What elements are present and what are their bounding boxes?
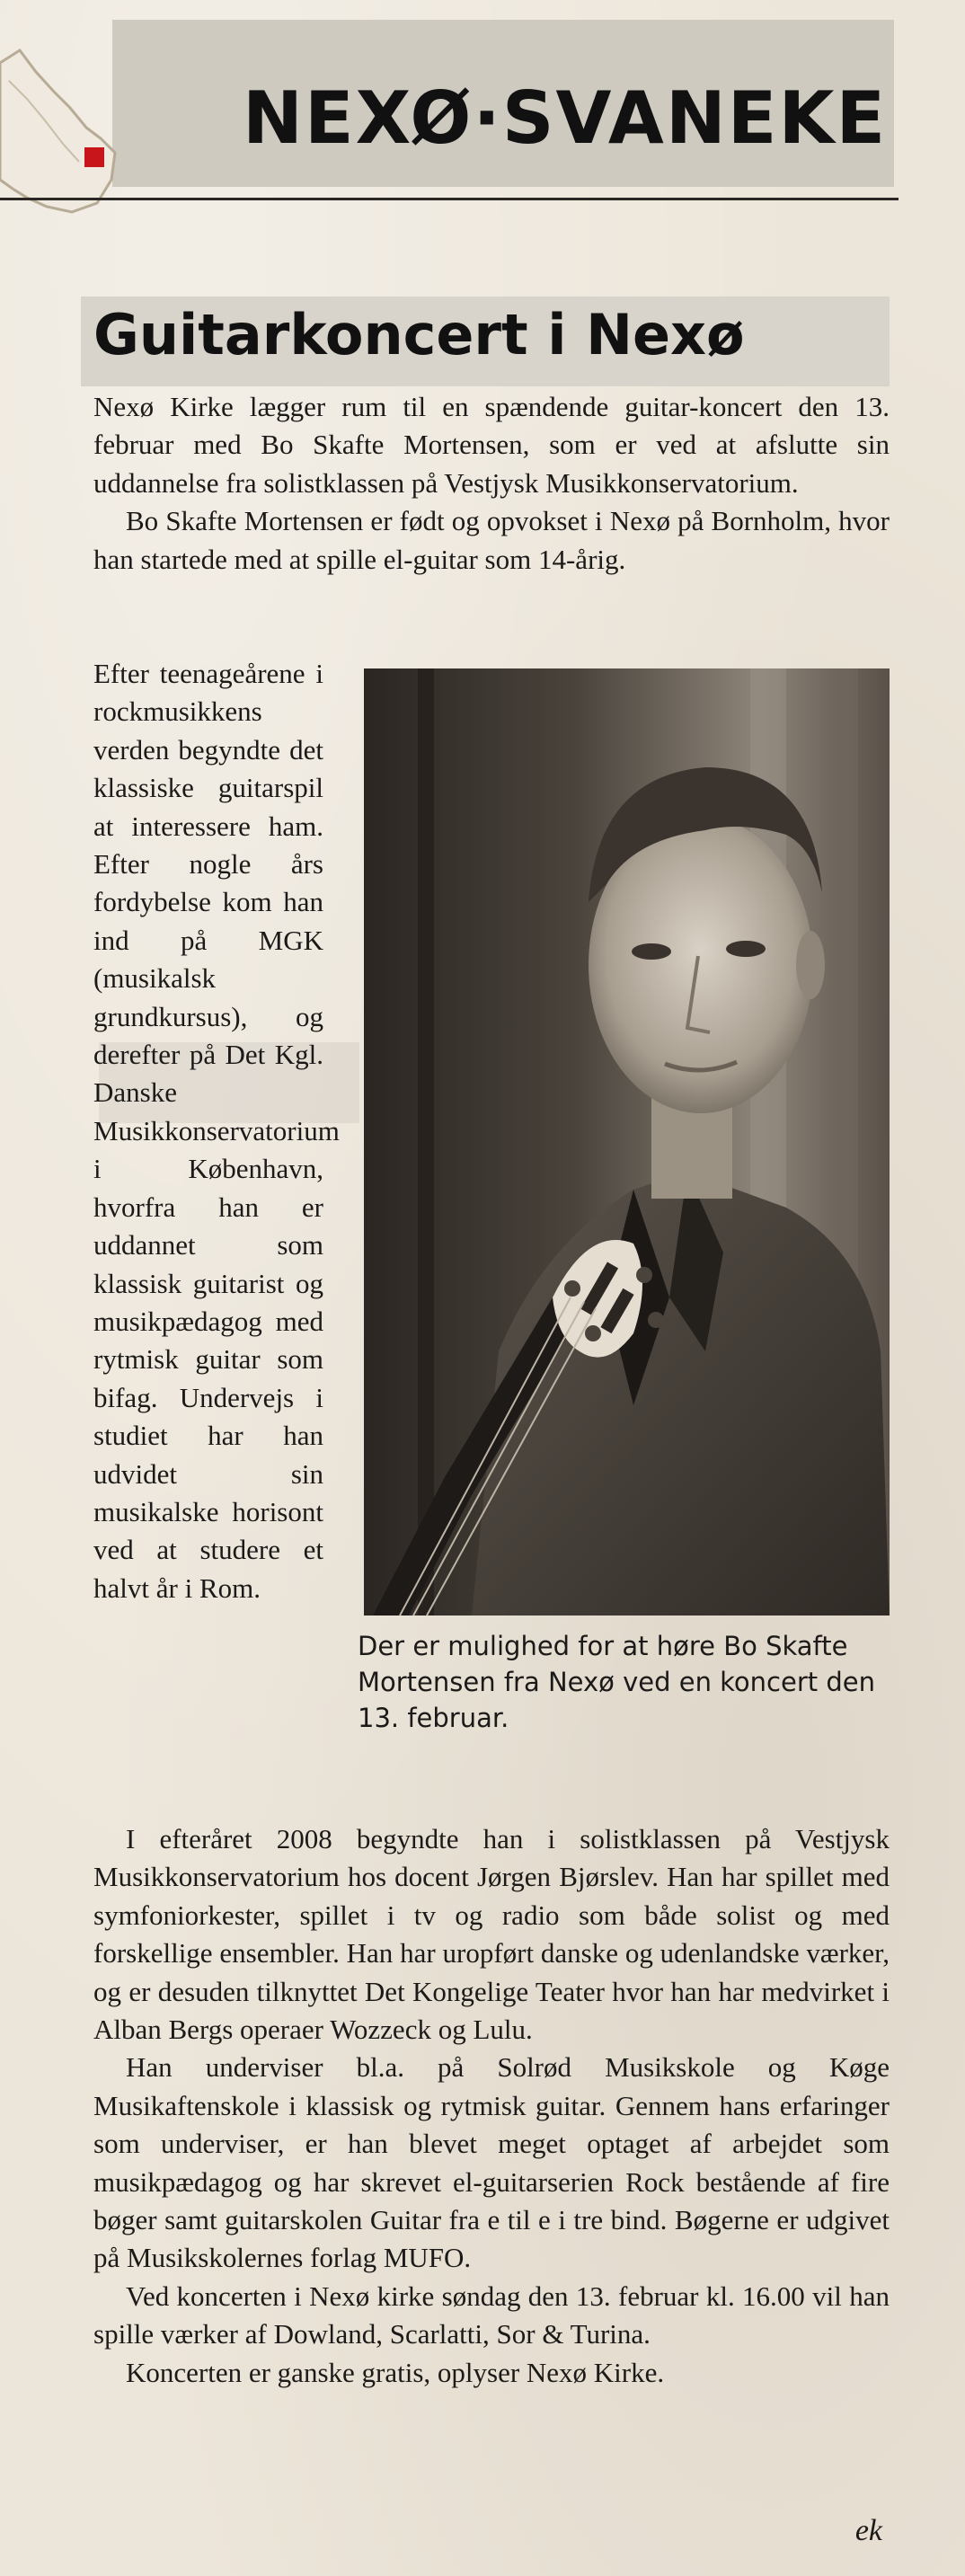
header-rule bbox=[0, 198, 899, 200]
intro-text bbox=[93, 388, 890, 579]
author-byline: ek bbox=[854, 2514, 882, 2547]
headline: Guitarkoncert i Nexø bbox=[93, 302, 745, 367]
intro-paragraph: Nexø Kirke lægger rum til en spændende guitar-koncert den 13. februar med Bo Skafte Mortensen, som er ved at afslutte sin uddannelse fra solistklassen på Vestjysk Musikkonservatorium. bbox=[93, 391, 890, 499]
body-text bbox=[93, 1820, 890, 2392]
photo-illustration bbox=[364, 668, 890, 1616]
musician-photo bbox=[364, 668, 890, 1616]
narrow-column-text: Efter teenageårene i rockmusikkens verden begyndte det klassiske guitarspil at interessere ham. Efter nogle års fordybelse kom han ind på MGK (musikalsk grundkursus), og derefter på Det Kgl. Danske Musikkonservatorium i København, hvorfra han er uddannet som klassisk guitarist og musikpædagog med rytmisk guitar som bifag. Undervejs i studiet har han udvidet sin musikalske horisont ved at studere et halvt år i Rom. bbox=[93, 658, 340, 1604]
section-title: NEXØ·SVANEKE bbox=[243, 76, 888, 160]
intro-paragraph: Bo Skafte Mortensen er født og opvokset i Nexø på Bornholm, hvor han startede med at spille el-guitar som 14-årig. bbox=[93, 505, 890, 575]
red-square-marker bbox=[84, 147, 104, 167]
torn-paper-fragment bbox=[0, 45, 121, 216]
body-paragraph: Ved koncerten i Nexø kirke søndag den 13. februar kl. 16.00 vil han spille værker af Dowland, Scarlatti, Sor & Turina. bbox=[93, 2279, 890, 2350]
body-paragraph: Koncerten er ganske gratis, oplyser Nexø Kirke. bbox=[126, 2356, 665, 2388]
photo-caption: Der er mulighed for at høre Bo Skafte Mortensen fra Nexø ved en koncert den 13. februar. bbox=[358, 1631, 875, 1733]
body-paragraph: I efteråret 2008 begyndte han i solistklassen på Vestjysk Musikkonservatorium hos docent Jørgen Bjørslev. Han har spillet med symfoniorkester, spillet i tv og radio som både solist og med forskellige ensembler. Han har uropført danske og udenlandske værker, og er desuden tilknyttet Det Kongelige Teater hvor han har medvirket i Alban Bergs operaer Wozzeck og Lulu. bbox=[93, 1823, 890, 2046]
body-paragraph: Han underviser bl.a. på Solrød Musikskole og Køge Musikaftenskole i klassisk og rytmisk guitar. Gennem hans erfaringer som underviser, er han blevet meget optaget af arbejdet som musikpædagog og har skrevet el-guitarserien Rock bestående af fire bøger samt guitarskolen Guitar fra e til e i tre bind. Bøgerne er udgivet på Musikskolernes forlag MUFO. bbox=[93, 2051, 890, 2274]
